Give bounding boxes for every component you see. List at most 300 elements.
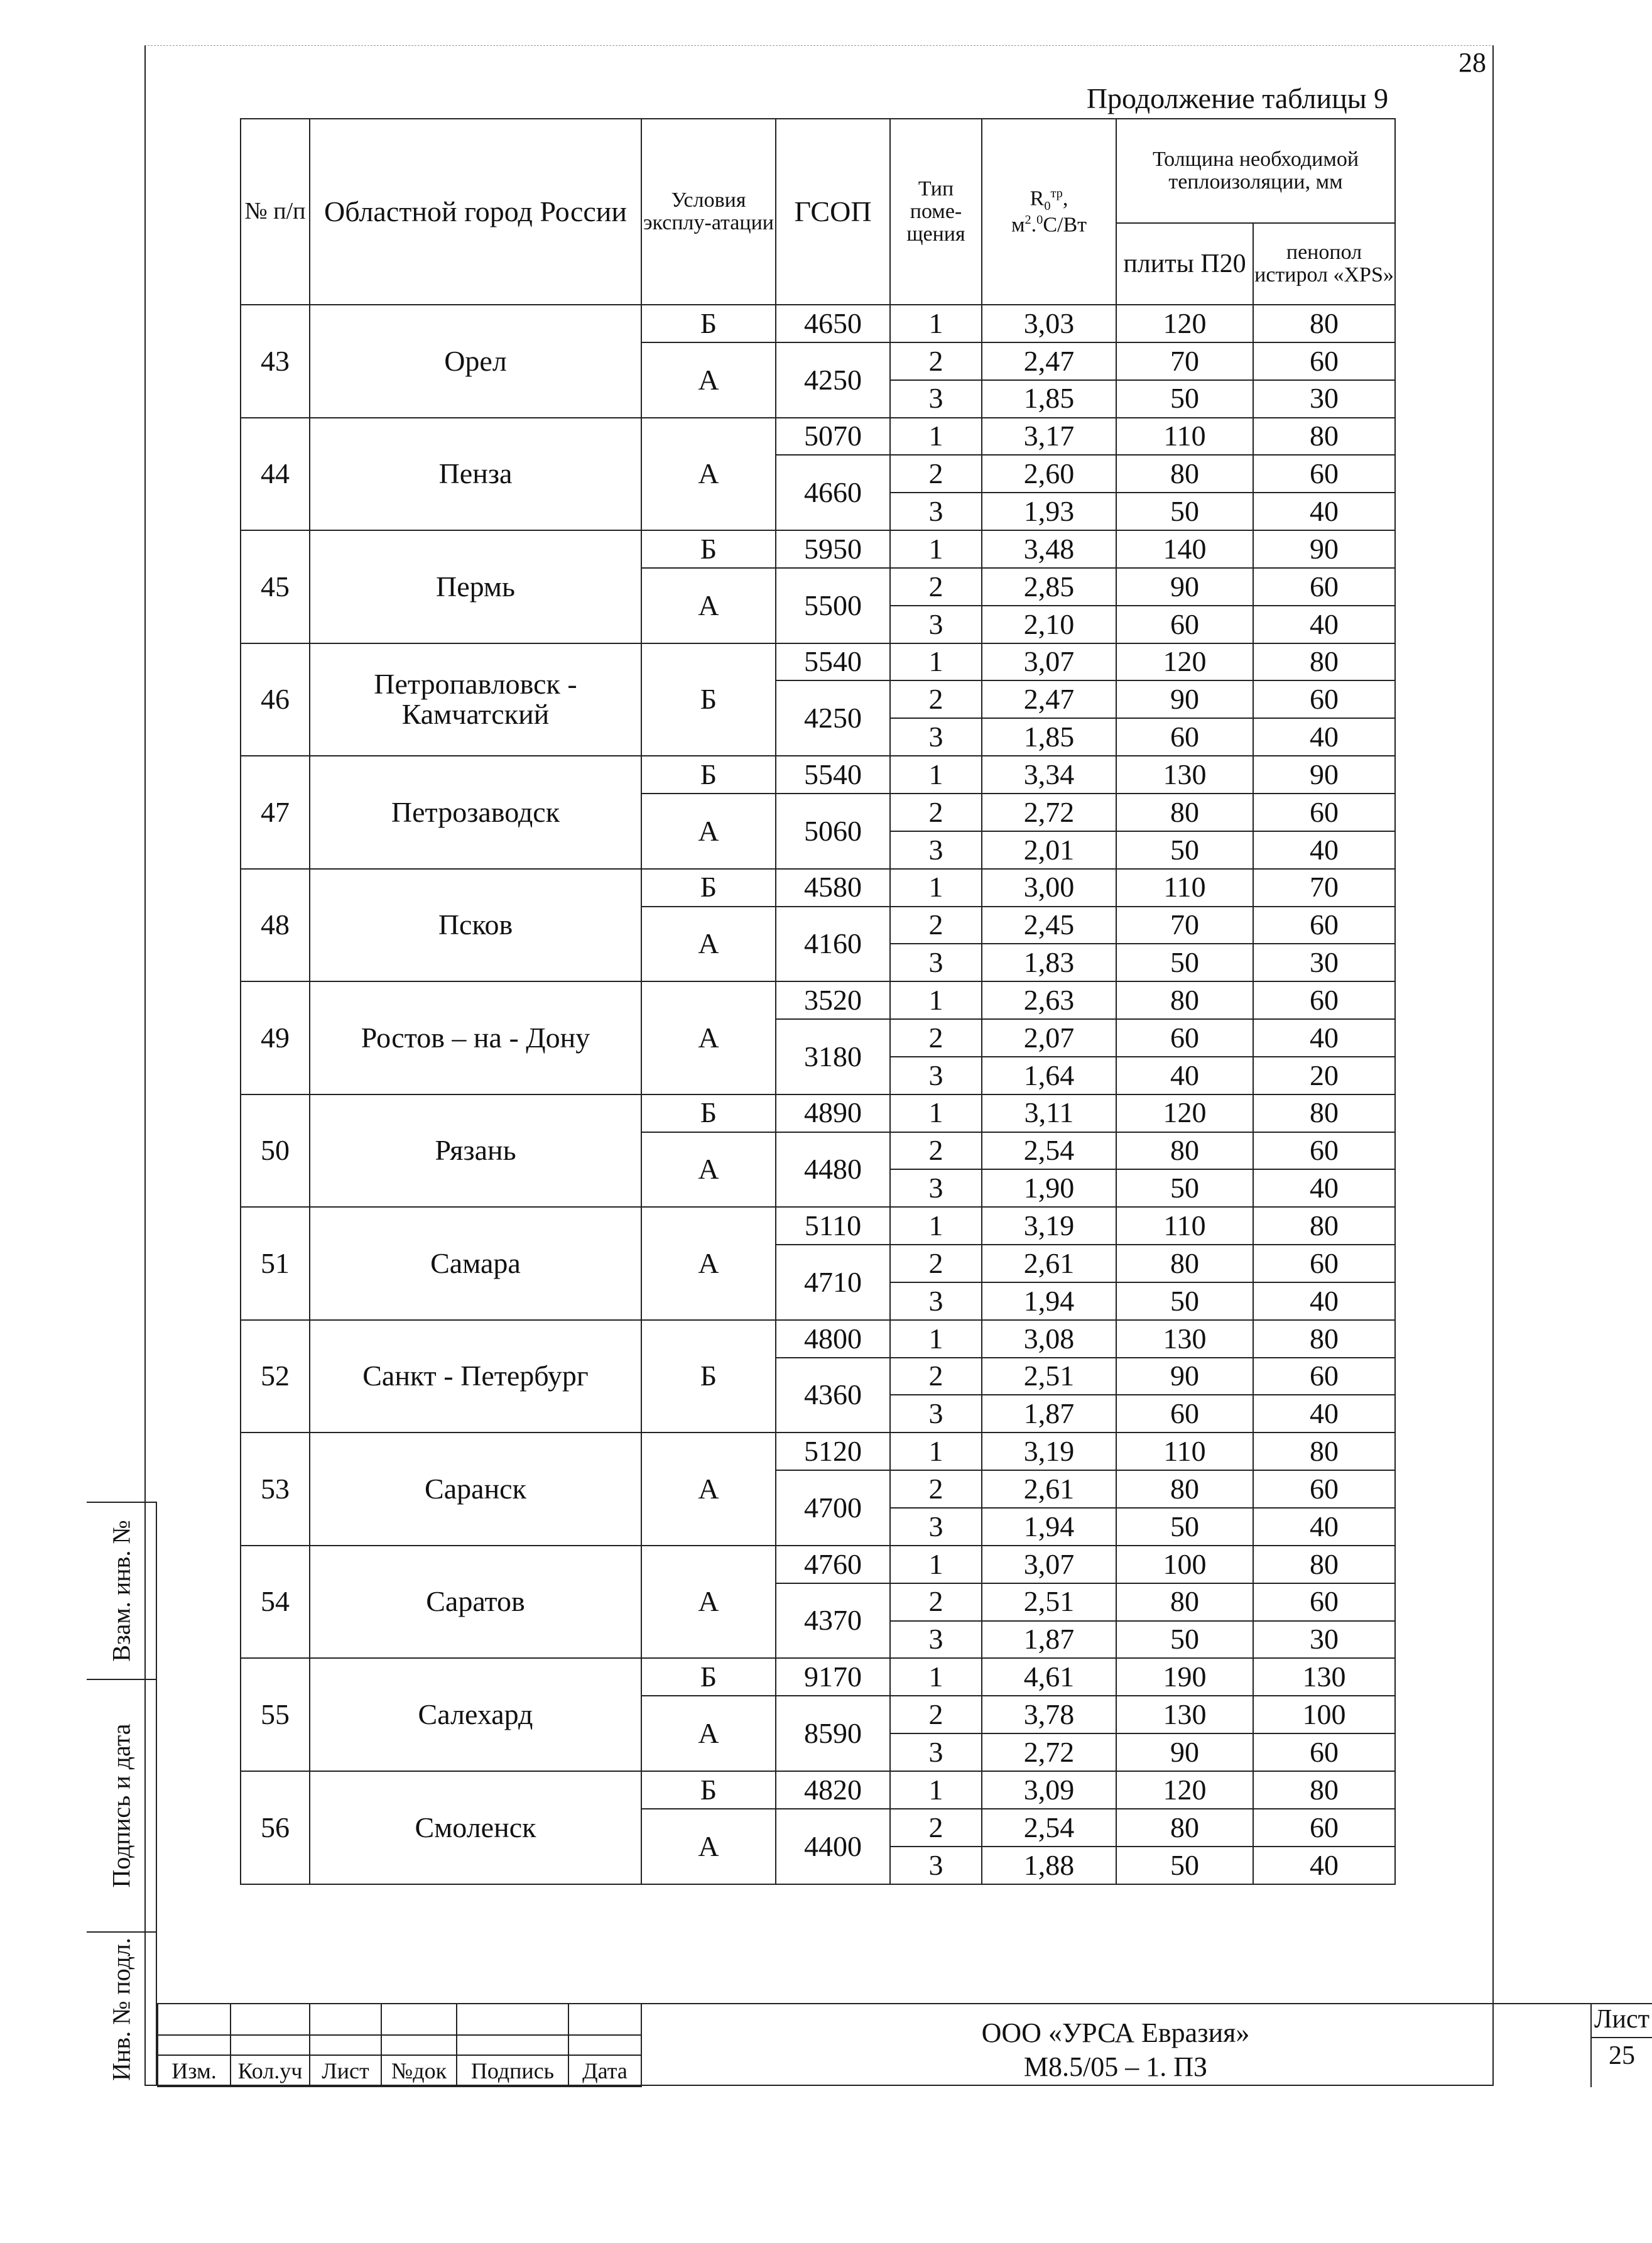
r0-value: 2,10 bbox=[982, 606, 1116, 643]
thickness-xps: 60 bbox=[1253, 568, 1395, 606]
room-type: 3 bbox=[890, 1282, 982, 1320]
header-city: Областной город России bbox=[310, 119, 641, 305]
thickness-xps: 130 bbox=[1253, 1658, 1395, 1696]
room-type: 1 bbox=[890, 530, 982, 568]
thickness-xps: 40 bbox=[1253, 1847, 1395, 1884]
gsop-value: 4250 bbox=[776, 342, 890, 418]
header-r0-unit1: м bbox=[1011, 213, 1025, 237]
thickness-p20: 120 bbox=[1116, 643, 1253, 681]
room-type: 1 bbox=[890, 869, 982, 907]
sheet-number: 25 bbox=[1609, 2041, 1635, 2070]
thickness-xps: 80 bbox=[1253, 305, 1395, 342]
header-room-type: Тип поме-щения bbox=[890, 119, 982, 305]
operating-conditions: А bbox=[641, 1696, 776, 1771]
side-stamp-inv-zam bbox=[87, 1502, 157, 1679]
gsop-value: 4890 bbox=[776, 1094, 890, 1132]
company-name: ООО «УРСА Евразия» bbox=[981, 2017, 1250, 2048]
thickness-xps: 90 bbox=[1253, 530, 1395, 568]
operating-conditions: Б bbox=[641, 1658, 776, 1696]
operating-conditions: Б bbox=[641, 1094, 776, 1132]
side-label-sign-date: Подпись и дата bbox=[107, 1723, 136, 1888]
thickness-xps: 60 bbox=[1253, 342, 1395, 380]
city-name: Смоленск bbox=[310, 1771, 641, 1884]
row-number: 53 bbox=[241, 1433, 310, 1546]
thickness-xps: 80 bbox=[1253, 1433, 1395, 1470]
thickness-p20: 90 bbox=[1116, 1733, 1253, 1771]
room-type: 3 bbox=[890, 380, 982, 418]
room-type: 1 bbox=[890, 1771, 982, 1809]
r0-value: 1,94 bbox=[982, 1282, 1116, 1320]
thickness-xps: 60 bbox=[1253, 794, 1395, 831]
room-type: 1 bbox=[890, 1546, 982, 1583]
thickness-p20: 50 bbox=[1116, 1169, 1253, 1207]
row-number: 52 bbox=[241, 1320, 310, 1433]
gsop-value: 4370 bbox=[776, 1583, 890, 1659]
room-type: 1 bbox=[890, 1094, 982, 1132]
operating-conditions: Б bbox=[641, 1320, 776, 1433]
thickness-p20: 50 bbox=[1116, 380, 1253, 418]
thickness-xps: 60 bbox=[1253, 1733, 1395, 1771]
page-number: 28 bbox=[1459, 47, 1486, 78]
room-type: 2 bbox=[890, 1696, 982, 1733]
gsop-value: 5540 bbox=[776, 643, 890, 681]
thickness-p20: 90 bbox=[1116, 568, 1253, 606]
operating-conditions: Б bbox=[641, 756, 776, 794]
operating-conditions: Б bbox=[641, 643, 776, 756]
room-type: 2 bbox=[890, 680, 982, 718]
gsop-value: 5060 bbox=[776, 794, 890, 869]
operating-conditions: Б bbox=[641, 1771, 776, 1809]
room-type: 3 bbox=[890, 493, 982, 530]
thickness-xps: 60 bbox=[1253, 1358, 1395, 1395]
header-xps: пенопол истирол «XPS» bbox=[1253, 223, 1395, 305]
r0-value: 2,54 bbox=[982, 1132, 1116, 1170]
row-number: 46 bbox=[241, 643, 310, 756]
gsop-value: 4250 bbox=[776, 680, 890, 756]
table-row bbox=[241, 643, 1395, 681]
r0-value: 1,85 bbox=[982, 380, 1116, 418]
header-r0-unit-dot: . bbox=[1031, 213, 1037, 237]
table-row bbox=[241, 1771, 1395, 1809]
thickness-p20: 80 bbox=[1116, 455, 1253, 493]
thickness-xps: 60 bbox=[1253, 907, 1395, 944]
city-name: Петропавловск - Камчатский bbox=[310, 643, 641, 756]
city-name: Саранск bbox=[310, 1433, 641, 1546]
room-type: 2 bbox=[890, 568, 982, 606]
room-type: 2 bbox=[890, 342, 982, 380]
r0-value: 2,72 bbox=[982, 794, 1116, 831]
gsop-value: 4660 bbox=[776, 455, 890, 530]
r0-value: 3,19 bbox=[982, 1207, 1116, 1245]
thickness-p20: 120 bbox=[1116, 1094, 1253, 1132]
thickness-xps: 80 bbox=[1253, 1771, 1395, 1809]
operating-conditions: Б bbox=[641, 530, 776, 568]
operating-conditions: А bbox=[641, 794, 776, 869]
room-type: 2 bbox=[890, 1019, 982, 1057]
row-number: 47 bbox=[241, 756, 310, 869]
thickness-p20: 100 bbox=[1116, 1546, 1253, 1583]
title-col-label: Изм. bbox=[158, 2055, 231, 2087]
thickness-p20: 60 bbox=[1116, 1019, 1253, 1057]
city-name: Санкт - Петербург bbox=[310, 1320, 641, 1433]
operating-conditions: А bbox=[641, 1809, 776, 1884]
thickness-p20: 130 bbox=[1116, 1320, 1253, 1358]
thickness-p20: 130 bbox=[1116, 1696, 1253, 1733]
room-type: 2 bbox=[890, 1132, 982, 1170]
thickness-p20: 110 bbox=[1116, 1207, 1253, 1245]
r0-value: 1,83 bbox=[982, 944, 1116, 981]
thickness-xps: 40 bbox=[1253, 1508, 1395, 1546]
sheet-box bbox=[1590, 2003, 1652, 2087]
city-name: Петрозаводск bbox=[310, 756, 641, 869]
thickness-p20: 90 bbox=[1116, 1358, 1253, 1395]
thickness-p20: 90 bbox=[1116, 680, 1253, 718]
room-type: 2 bbox=[890, 1470, 982, 1508]
room-type: 1 bbox=[890, 1433, 982, 1470]
gsop-value: 4800 bbox=[776, 1320, 890, 1358]
gsop-value: 4580 bbox=[776, 869, 890, 907]
thickness-p20: 50 bbox=[1116, 1282, 1253, 1320]
title-col-label: Дата bbox=[568, 2055, 641, 2087]
title-center bbox=[641, 2003, 1590, 2087]
row-number: 49 bbox=[241, 981, 310, 1094]
r0-value: 3,11 bbox=[982, 1094, 1116, 1132]
gsop-value: 5950 bbox=[776, 530, 890, 568]
thickness-xps: 80 bbox=[1253, 418, 1395, 456]
table-row bbox=[241, 1546, 1395, 1583]
r0-value: 3,19 bbox=[982, 1433, 1116, 1470]
thickness-p20: 110 bbox=[1116, 418, 1253, 456]
r0-value: 2,47 bbox=[982, 342, 1116, 380]
thickness-xps: 60 bbox=[1253, 680, 1395, 718]
room-type: 2 bbox=[890, 455, 982, 493]
room-type: 1 bbox=[890, 305, 982, 342]
header-gsop: ГСОП bbox=[776, 119, 890, 305]
gsop-value: 5500 bbox=[776, 568, 890, 643]
thickness-p20: 110 bbox=[1116, 1433, 1253, 1470]
room-type: 2 bbox=[890, 1583, 982, 1621]
thickness-xps: 60 bbox=[1253, 455, 1395, 493]
room-type: 3 bbox=[890, 1621, 982, 1659]
row-number: 56 bbox=[241, 1771, 310, 1884]
header-num: № п/п bbox=[241, 119, 310, 305]
side-stamp-sign-date bbox=[87, 1679, 157, 1931]
r0-value: 2,45 bbox=[982, 907, 1116, 944]
thickness-p20: 80 bbox=[1116, 1132, 1253, 1170]
sheet-label: Лист bbox=[1592, 2004, 1652, 2038]
gsop-value: 4480 bbox=[776, 1132, 890, 1208]
thickness-p20: 120 bbox=[1116, 305, 1253, 342]
operating-conditions: А bbox=[641, 342, 776, 418]
table-body bbox=[241, 305, 1395, 1884]
header-r0: $R_0^{тр}$, $м^2.^0С/Вт$ bbox=[982, 119, 1116, 305]
thickness-xps: 40 bbox=[1253, 493, 1395, 530]
room-type: 3 bbox=[890, 831, 982, 869]
thickness-p20: 140 bbox=[1116, 530, 1253, 568]
thickness-p20: 80 bbox=[1116, 794, 1253, 831]
thickness-p20: 60 bbox=[1116, 718, 1253, 756]
r0-value: 2,61 bbox=[982, 1470, 1116, 1508]
table-row bbox=[241, 1433, 1395, 1470]
header-r0-unit-sup1: 2 bbox=[1024, 212, 1031, 227]
thickness-p20: 50 bbox=[1116, 1847, 1253, 1884]
thickness-p20: 80 bbox=[1116, 1809, 1253, 1847]
thickness-xps: 80 bbox=[1253, 643, 1395, 681]
title-col-label: Лист bbox=[310, 2055, 381, 2087]
r0-value: 2,01 bbox=[982, 831, 1116, 869]
r0-value: 3,00 bbox=[982, 869, 1116, 907]
operating-conditions: А bbox=[641, 1433, 776, 1546]
r0-value: 1,93 bbox=[982, 493, 1116, 530]
r0-value: 3,09 bbox=[982, 1771, 1116, 1809]
document-code: М8.5/05 – 1. ПЗ bbox=[1023, 2051, 1208, 2082]
room-type: 2 bbox=[890, 794, 982, 831]
header-r0-unit-sup2: 0 bbox=[1036, 212, 1043, 227]
thickness-xps: 40 bbox=[1253, 1395, 1395, 1433]
thickness-xps: 40 bbox=[1253, 831, 1395, 869]
r0-value: 1,90 bbox=[982, 1169, 1116, 1207]
operating-conditions: А bbox=[641, 981, 776, 1094]
gsop-value: 4820 bbox=[776, 1771, 890, 1809]
room-type: 1 bbox=[890, 643, 982, 681]
operating-conditions: А bbox=[641, 1546, 776, 1659]
thickness-p20: 40 bbox=[1116, 1057, 1253, 1094]
row-number: 45 bbox=[241, 530, 310, 643]
room-type: 2 bbox=[890, 1245, 982, 1282]
gsop-value: 5070 bbox=[776, 418, 890, 456]
title-col-label: Кол.уч bbox=[231, 2055, 310, 2087]
r0-value: 3,07 bbox=[982, 1546, 1116, 1583]
operating-conditions: А bbox=[641, 907, 776, 982]
city-name: Орел bbox=[310, 305, 641, 418]
gsop-value: 8590 bbox=[776, 1696, 890, 1771]
gsop-value: 4400 bbox=[776, 1809, 890, 1884]
city-name: Пермь bbox=[310, 530, 641, 643]
city-name: Пенза bbox=[310, 418, 641, 531]
insulation-table bbox=[240, 118, 1396, 1885]
title-col-label: Подпись bbox=[457, 2055, 568, 2087]
thickness-xps: 70 bbox=[1253, 869, 1395, 907]
side-label-inv-zam: Взам. инв. № bbox=[107, 1520, 136, 1662]
r0-value: 1,64 bbox=[982, 1057, 1116, 1094]
r0-value: 2,51 bbox=[982, 1358, 1116, 1395]
room-type: 2 bbox=[890, 907, 982, 944]
room-type: 3 bbox=[890, 606, 982, 643]
title-block bbox=[157, 2003, 1649, 2086]
r0-value: 3,17 bbox=[982, 418, 1116, 456]
gsop-value: 5110 bbox=[776, 1207, 890, 1245]
thickness-xps: 30 bbox=[1253, 1621, 1395, 1659]
header-r0-sub: 0 bbox=[1044, 199, 1051, 214]
gsop-value: 3180 bbox=[776, 1019, 890, 1094]
room-type: 3 bbox=[890, 718, 982, 756]
thickness-xps: 80 bbox=[1253, 1094, 1395, 1132]
table-row bbox=[241, 756, 1395, 794]
r0-value: 2,07 bbox=[982, 1019, 1116, 1057]
thickness-p20: 50 bbox=[1116, 1508, 1253, 1546]
thickness-xps: 80 bbox=[1253, 1320, 1395, 1358]
thickness-xps: 80 bbox=[1253, 1546, 1395, 1583]
city-name: Саратов bbox=[310, 1546, 641, 1659]
gsop-value: 9170 bbox=[776, 1658, 890, 1696]
r0-value: 1,87 bbox=[982, 1395, 1116, 1433]
r0-value: 3,03 bbox=[982, 305, 1116, 342]
r0-value: 3,08 bbox=[982, 1320, 1116, 1358]
r0-value: 2,51 bbox=[982, 1583, 1116, 1621]
thickness-p20: 80 bbox=[1116, 1245, 1253, 1282]
thickness-xps: 60 bbox=[1253, 981, 1395, 1019]
thickness-p20: 80 bbox=[1116, 1583, 1253, 1621]
thickness-xps: 20 bbox=[1253, 1057, 1395, 1094]
room-type: 2 bbox=[890, 1358, 982, 1395]
thickness-p20: 110 bbox=[1116, 869, 1253, 907]
table-row bbox=[241, 1094, 1395, 1132]
side-label-inv-podl: Инв. № подл. bbox=[107, 1938, 136, 2081]
row-number: 43 bbox=[241, 305, 310, 418]
room-type: 1 bbox=[890, 1207, 982, 1245]
r0-value: 2,61 bbox=[982, 1245, 1116, 1282]
room-type: 3 bbox=[890, 1057, 982, 1094]
side-stamp-inv-podl bbox=[87, 1931, 157, 2086]
room-type: 3 bbox=[890, 1733, 982, 1771]
table-row bbox=[241, 1320, 1395, 1358]
thickness-p20: 80 bbox=[1116, 981, 1253, 1019]
header-r0-unit2: С/Вт bbox=[1043, 213, 1087, 237]
thickness-xps: 30 bbox=[1253, 380, 1395, 418]
gsop-value: 4650 bbox=[776, 305, 890, 342]
room-type: 3 bbox=[890, 944, 982, 981]
thickness-xps: 30 bbox=[1253, 944, 1395, 981]
gsop-value: 4700 bbox=[776, 1470, 890, 1546]
thickness-p20: 50 bbox=[1116, 944, 1253, 981]
header-thickness: Толщина необходимой теплоизоляции, мм bbox=[1116, 119, 1395, 223]
city-name: Салехард bbox=[310, 1658, 641, 1771]
row-number: 55 bbox=[241, 1658, 310, 1771]
row-number: 54 bbox=[241, 1546, 310, 1659]
room-type: 2 bbox=[890, 1809, 982, 1847]
thickness-p20: 60 bbox=[1116, 1395, 1253, 1433]
row-number: 51 bbox=[241, 1207, 310, 1320]
operating-conditions: А bbox=[641, 418, 776, 531]
table-row bbox=[241, 305, 1395, 342]
operating-conditions: А bbox=[641, 1207, 776, 1320]
revision-grid bbox=[157, 2003, 642, 2087]
thickness-p20: 60 bbox=[1116, 606, 1253, 643]
operating-conditions: Б bbox=[641, 305, 776, 342]
city-name: Самара bbox=[310, 1207, 641, 1320]
r0-value: 3,78 bbox=[982, 1696, 1116, 1733]
thickness-p20: 70 bbox=[1116, 342, 1253, 380]
room-type: 1 bbox=[890, 1658, 982, 1696]
gsop-value: 4710 bbox=[776, 1245, 890, 1320]
table-row bbox=[241, 981, 1395, 1019]
operating-conditions: Б bbox=[641, 869, 776, 907]
row-number: 50 bbox=[241, 1094, 310, 1208]
thickness-xps: 60 bbox=[1253, 1245, 1395, 1282]
thickness-xps: 60 bbox=[1253, 1470, 1395, 1508]
thickness-p20: 70 bbox=[1116, 907, 1253, 944]
city-name: Псков bbox=[310, 869, 641, 982]
table-row bbox=[241, 1207, 1395, 1245]
thickness-xps: 80 bbox=[1253, 1207, 1395, 1245]
thickness-xps: 40 bbox=[1253, 606, 1395, 643]
header-conditions: Условия эксплу-атации bbox=[641, 119, 776, 305]
operating-conditions: А bbox=[641, 1132, 776, 1208]
room-type: 1 bbox=[890, 981, 982, 1019]
thickness-xps: 40 bbox=[1253, 1019, 1395, 1057]
room-type: 3 bbox=[890, 1508, 982, 1546]
r0-value: 2,60 bbox=[982, 455, 1116, 493]
header-r0-sup: тр bbox=[1050, 187, 1063, 201]
r0-value: 2,85 bbox=[982, 568, 1116, 606]
gsop-value: 3520 bbox=[776, 981, 890, 1019]
r0-value: 2,47 bbox=[982, 680, 1116, 718]
thickness-p20: 120 bbox=[1116, 1771, 1253, 1809]
r0-value: 3,34 bbox=[982, 756, 1116, 794]
r0-value: 4,61 bbox=[982, 1658, 1116, 1696]
gsop-value: 5540 bbox=[776, 756, 890, 794]
thickness-xps: 40 bbox=[1253, 1169, 1395, 1207]
r0-value: 3,07 bbox=[982, 643, 1116, 681]
operating-conditions: А bbox=[641, 568, 776, 643]
room-type: 3 bbox=[890, 1169, 982, 1207]
thickness-xps: 100 bbox=[1253, 1696, 1395, 1733]
table-row bbox=[241, 1658, 1395, 1696]
gsop-value: 4160 bbox=[776, 907, 890, 982]
thickness-p20: 190 bbox=[1116, 1658, 1253, 1696]
thickness-xps: 40 bbox=[1253, 1282, 1395, 1320]
r0-value: 1,88 bbox=[982, 1847, 1116, 1884]
city-name: Рязань bbox=[310, 1094, 641, 1208]
r0-value: 1,94 bbox=[982, 1508, 1116, 1546]
thickness-p20: 50 bbox=[1116, 831, 1253, 869]
r0-value: 1,85 bbox=[982, 718, 1116, 756]
thickness-xps: 40 bbox=[1253, 718, 1395, 756]
header-plates: плиты П20 bbox=[1116, 223, 1253, 305]
thickness-xps: 60 bbox=[1253, 1583, 1395, 1621]
thickness-p20: 80 bbox=[1116, 1470, 1253, 1508]
table-row bbox=[241, 530, 1395, 568]
r0-value: 2,63 bbox=[982, 981, 1116, 1019]
room-type: 3 bbox=[890, 1847, 982, 1884]
room-type: 1 bbox=[890, 418, 982, 456]
row-number: 48 bbox=[241, 869, 310, 982]
thickness-p20: 50 bbox=[1116, 1621, 1253, 1659]
room-type: 1 bbox=[890, 1320, 982, 1358]
gsop-value: 4360 bbox=[776, 1358, 890, 1433]
r0-value: 1,87 bbox=[982, 1621, 1116, 1659]
table-caption: Продолжение таблицы 9 bbox=[1086, 82, 1389, 114]
table-row bbox=[241, 418, 1395, 456]
r0-value: 2,72 bbox=[982, 1733, 1116, 1771]
r0-value: 3,48 bbox=[982, 530, 1116, 568]
room-type: 3 bbox=[890, 1395, 982, 1433]
title-col-label: №док bbox=[381, 2055, 457, 2087]
header-r0-letter: R bbox=[1030, 187, 1045, 210]
table-row bbox=[241, 869, 1395, 907]
gsop-value: 5120 bbox=[776, 1433, 890, 1470]
thickness-p20: 50 bbox=[1116, 493, 1253, 530]
row-number: 44 bbox=[241, 418, 310, 531]
thickness-xps: 60 bbox=[1253, 1132, 1395, 1170]
thickness-xps: 60 bbox=[1253, 1809, 1395, 1847]
thickness-p20: 130 bbox=[1116, 756, 1253, 794]
r0-value: 2,54 bbox=[982, 1809, 1116, 1847]
city-name: Ростов – на - Дону bbox=[310, 981, 641, 1094]
gsop-value: 4760 bbox=[776, 1546, 890, 1583]
room-type: 1 bbox=[890, 756, 982, 794]
thickness-xps: 90 bbox=[1253, 756, 1395, 794]
